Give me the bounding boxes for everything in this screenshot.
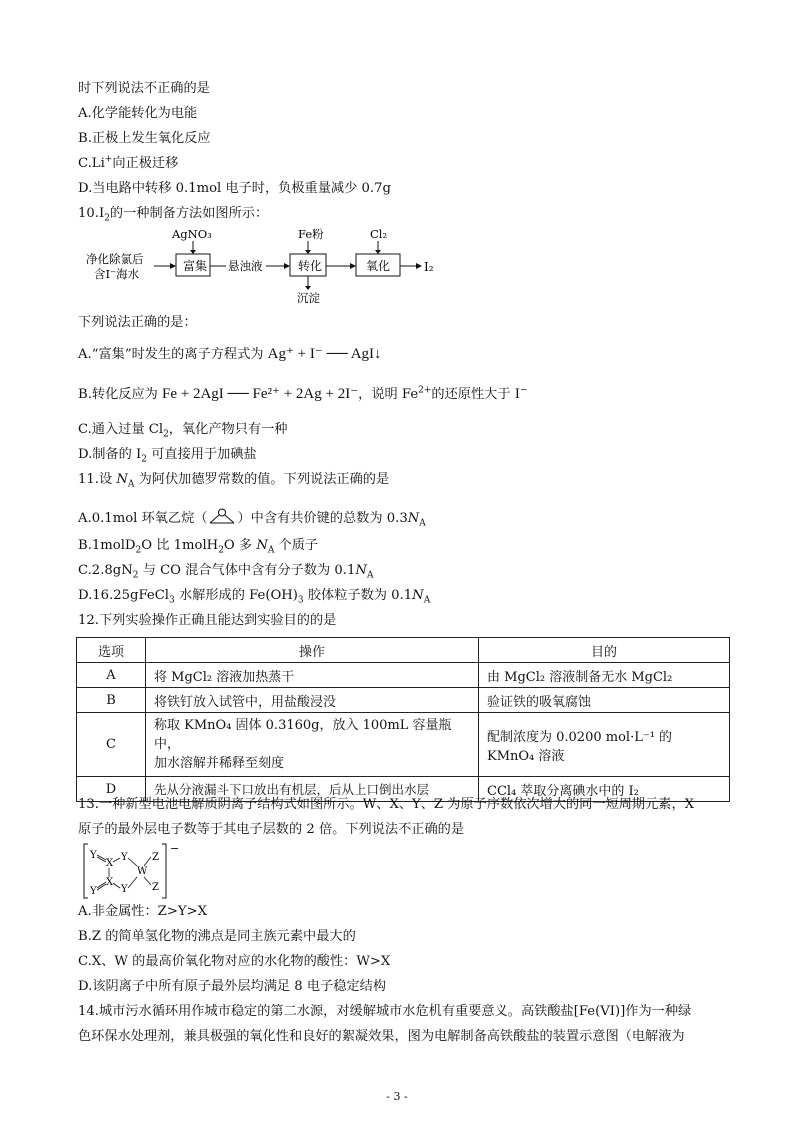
table-row	[77, 688, 730, 713]
table-cell-goal: CCl₄ 萃取分离碘水中的 I₂	[479, 777, 730, 802]
q11-option-b: B.1molD$_2$O 比 1molH$_2$O 多 $N_A$ 个质子	[78, 538, 319, 556]
table-cell-operation: 称取 KMnO₄ 固体 0.3160g，放入 100mL 容量瓶中， 加水溶解并稀释至刻度	[146, 713, 479, 777]
table-cell-goal: 由 MgCl₂ 溶液制备无水 MgCl₂	[479, 663, 730, 688]
q9-option-a: A.化学能转化为电能	[78, 106, 198, 121]
flow-product: I₂	[424, 260, 434, 274]
epoxide-ring-icon	[207, 508, 237, 526]
q13-option-a: A.非金属性：Z>Y>X	[78, 904, 208, 919]
table-cell-operation: 将 MgCl₂ 溶液加热蒸干	[146, 663, 479, 688]
q14-stem-line1: 14.城市污水循环用作城市稳定的第二水源，对缓解城市水危机有重要意义。高铁酸盐[Fe(VI)]作为一种绿	[78, 1004, 692, 1019]
q11-option-d: D.16.25gFeCl$_3$ 水解形成的 $Fe(OH)_3$ 胶体粒子数为 $0.1N_A$	[78, 588, 431, 606]
q13-option-c: C.X、W 的最高价氧化物对应的水化物的酸性：W>X	[78, 954, 391, 969]
flow-precipitate: 沉淀	[297, 291, 320, 305]
svg-text:Z: Z	[152, 852, 159, 863]
q13-option-b: B.Z 的简单氢化物的沸点是同主族元素中最大的	[78, 929, 356, 944]
q10-stem: $10.I_2$的一种制备方法如图所示：	[78, 206, 269, 224]
q11-option-c: $C.2.8gN_2$ 与 CO 混合气体中含有分子数为 $0.1N_A$	[78, 563, 374, 581]
q10-option-c: C.通入过量 $Cl_2$，氧化产物只有一种	[78, 422, 288, 440]
q13-stem-line2: 原子的最外层电子数等于其电子层数的 2 倍。下列说法不正确的是	[78, 822, 465, 837]
q13-option-d: D.该阴离子中所有原子最外层均满足 8 电子稳定结构	[78, 979, 387, 994]
flow-reagent-fe: Fe粉	[298, 227, 324, 241]
page-number: - 3 -	[386, 1090, 408, 1103]
flow-reagent-cl2: Cl₂	[370, 227, 388, 241]
flow-source-line2: 含I⁻海水	[94, 267, 140, 281]
iodine-flow-diagram	[80, 226, 450, 308]
flow-suspension: 悬浊液	[228, 259, 263, 273]
anion-structure-diagram	[82, 842, 182, 900]
q9-option-d: D.当电路中转移 0.1mol 电子时，负极重量减少 0.7g	[78, 181, 391, 196]
table-cell-goal: 验证铁的吸氧腐蚀	[479, 688, 730, 713]
svg-text:X: X	[106, 877, 114, 888]
svg-text:Y: Y	[121, 852, 128, 863]
q9-option-b: B.正极上发生氧化反应	[78, 131, 211, 146]
table-header-option: 选项	[77, 638, 146, 663]
q10-option-b: B.转化反应为 Fe + 2AgI ── Fe²⁺ + 2Ag + 2I⁻，说明 $Fe^{2+}$的还原性大于 I−	[78, 385, 528, 402]
svg-text:Z: Z	[152, 882, 159, 893]
q10-option-a: A.“富集”时发生的离子方程式为 Ag⁺ + I⁻ ── AgI↓	[78, 346, 382, 362]
flow-reagent-agno3: AgNO₃	[172, 227, 212, 241]
q11-stem: 11.设 $N_A$ 为阿伏加德罗常数的值。下列说法正确的是	[78, 472, 390, 490]
svg-text:W: W	[137, 866, 148, 877]
flow-box3-label: 氧化	[366, 259, 391, 273]
table-header-goal: 目的	[479, 638, 730, 663]
flow-box1-label: 富集	[183, 259, 208, 273]
svg-text:Y: Y	[90, 850, 97, 861]
flow-box2-label: 转化	[298, 259, 323, 273]
q13-stem-line1: 13.一种新型电池电解质阴离子结构式如图所示。W、X、Y、Z 为原子序数依次增大的同一短周期元素，X	[78, 797, 695, 812]
table-cell-operation: 将铁钉放入试管中，用盐酸浸没	[146, 688, 479, 713]
intro-text: 时下列说法不正确的是	[78, 81, 210, 96]
table-cell-operation: 先从分液漏斗下口放出有机层，后从上口倒出水层	[146, 777, 479, 802]
table-cell-goal: 配制浓度为 0.0200 mol·L⁻¹ 的 KMnO₄ 溶液	[479, 713, 730, 777]
q12-stem: 12.下列实验操作正确且能达到实验目的的是	[78, 613, 337, 628]
table-cell-option: A	[77, 663, 146, 688]
table-header-row	[77, 638, 730, 663]
q9-option-c: C.Li+向正极迁移	[78, 154, 179, 171]
table-cell-option: B	[77, 688, 146, 713]
q10-option-d: D.制备的 $I_2$ 可直接用于加碘盐	[78, 447, 257, 465]
table-cell-option: C	[77, 713, 146, 777]
table-row	[77, 713, 730, 777]
table-header-operation: 操作	[146, 638, 479, 663]
anion-charge: −	[170, 842, 180, 855]
q10-question: 下列说法正确的是：	[78, 315, 197, 330]
table-cell-option: D	[77, 777, 146, 802]
q14-stem-line2: 色环保水处理剂，兼具极强的氧化性和良好的絮凝效果，图为电解制备高铁酸盐的装置示意图（电解液为	[78, 1029, 685, 1044]
q12-table	[76, 637, 730, 802]
table-row	[77, 663, 730, 688]
flow-source-line1: 净化除氯后	[86, 252, 144, 266]
q11-option-a: A.0.1mol 环氧乙烷（ ）中含有共价键的总数为 $0.3N_A$	[78, 508, 426, 528]
svg-text:Y: Y	[121, 884, 128, 895]
svg-text:Y: Y	[90, 886, 97, 897]
svg-text:X: X	[106, 858, 114, 869]
